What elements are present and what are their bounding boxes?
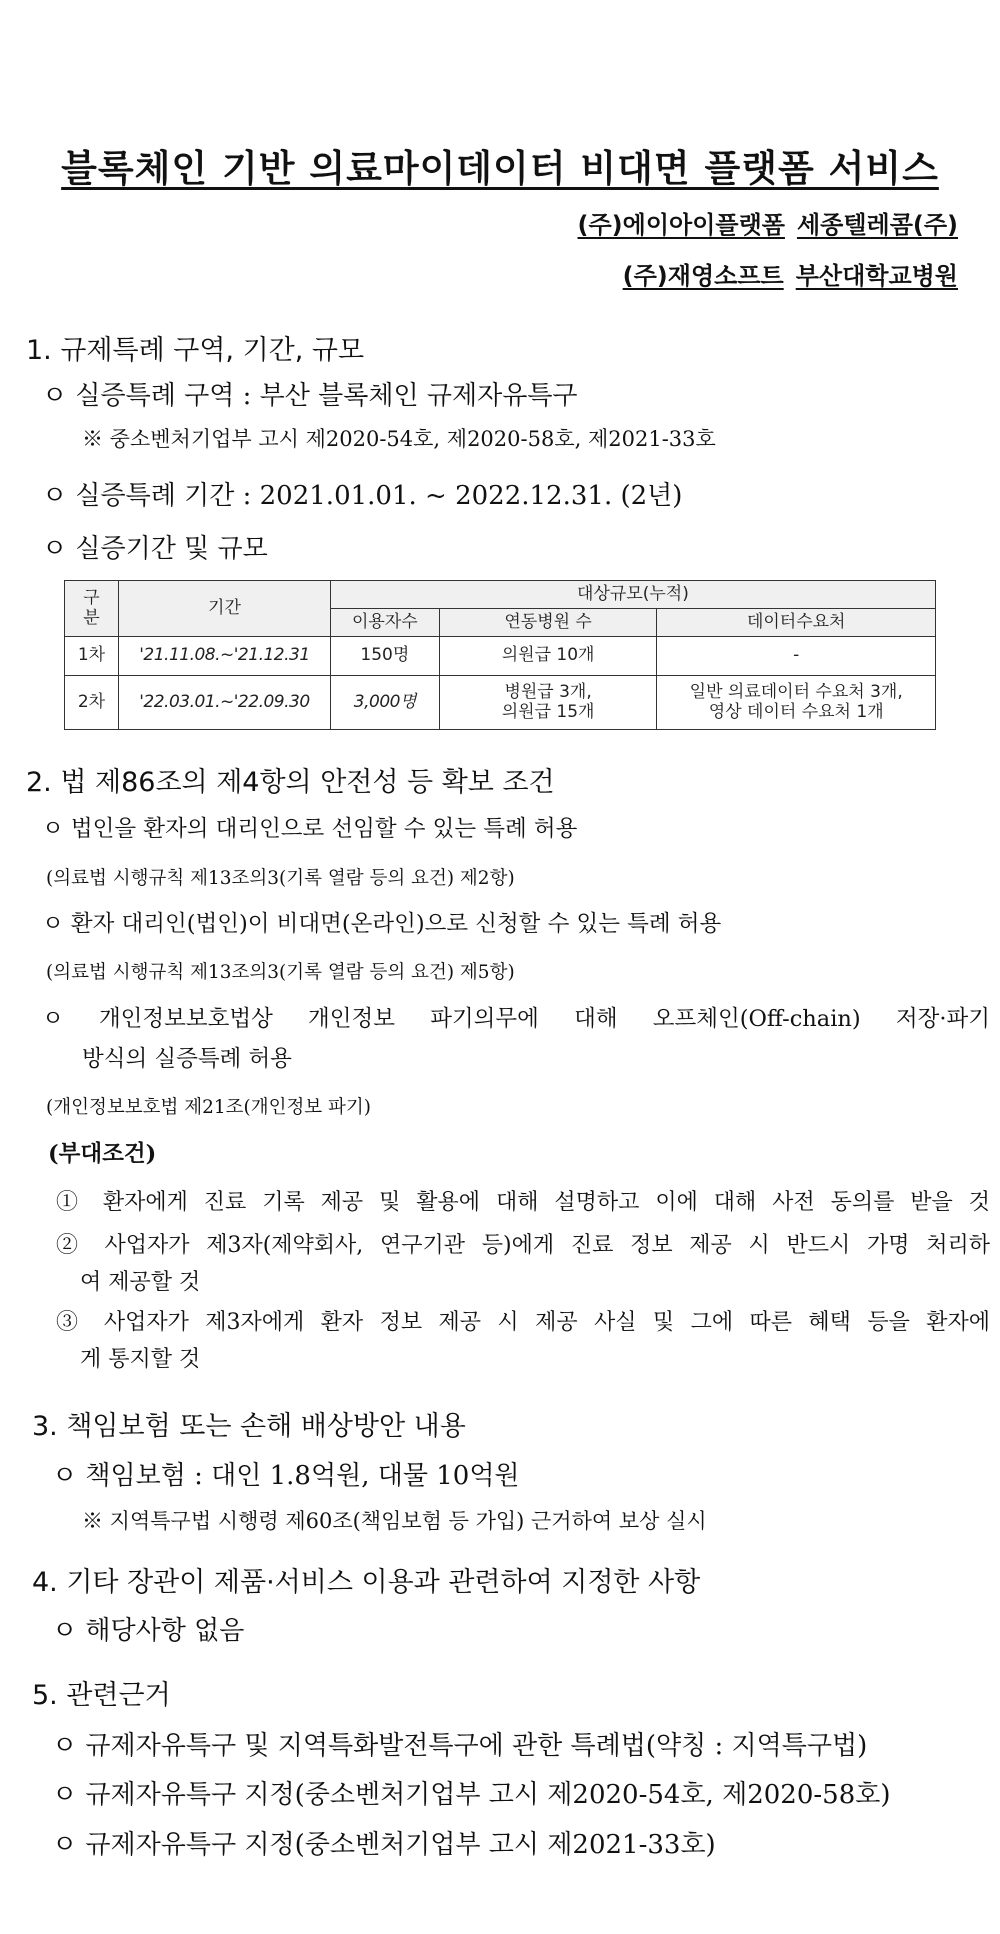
th-period: 기간 — [118, 581, 330, 637]
section-2-heading: 2. 법 제86조의 제4항의 안전성 등 확보 조건 — [26, 767, 555, 798]
s2-ref-2: (의료법 시행규칙 제13조의3(기록 열람 등의 요건) 제5항) — [46, 962, 515, 983]
s2-ref-1: (의료법 시행규칙 제13조의3(기록 열람 등의 요건) 제2항) — [46, 868, 515, 889]
cell-users: 3,000명 — [330, 676, 439, 730]
s3-bullet-1: ㅇ 책임보험 : 대인 1.8억원, 대물 10억원 — [52, 1461, 520, 1491]
s2-bullet-1: ㅇ 법인을 환자의 대리인으로 선임할 수 있는 특례 허용 — [42, 816, 578, 842]
section-3-heading: 3. 책임보험 또는 손해 배상방안 내용 — [32, 1411, 466, 1442]
s1-period: ㅇ 실증특례 기간 : 2021.01.01. ~ 2022.12.31. (2년) — [42, 481, 683, 511]
cell-period: '21.11.08.~'21.12.31 — [118, 637, 330, 676]
cell-users: 150명 — [330, 637, 439, 676]
th-hosp: 연동병원 수 — [439, 609, 657, 637]
cell-data-line-1: 일반 의료데이터 수요처 3개, — [689, 681, 903, 702]
s5-bullet-3: ㅇ 규제자유특구 지정(중소벤처기업부 고시 제2021-33호) — [52, 1830, 716, 1860]
s1-scale: ㅇ 실증기간 및 규모 — [42, 534, 268, 564]
section-5-heading: 5. 관련근거 — [32, 1680, 171, 1711]
s2-cond-title: (부대조건) — [48, 1141, 157, 1167]
org-line-1 — [566, 205, 958, 240]
s4-bullet-1: ㅇ 해당사항 없음 — [52, 1616, 245, 1646]
s2-cond-3-line-2: 게 통지할 것 — [80, 1347, 201, 1372]
s2-cond-1: ① 환자에게 진료 기록 제공 및 활용에 대해 설명하고 이에 대해 사전 동의를 받을 것 — [56, 1190, 990, 1215]
cell-hosp: 의원급 10개 — [439, 637, 657, 676]
th-data: 데이터수요처 — [657, 609, 936, 637]
th-gubun: 구분 — [65, 581, 119, 637]
cell-gubun: 2차 — [65, 676, 119, 730]
s2-bullet-3-line-2: 방식의 실증특례 허용 — [82, 1046, 292, 1072]
s1-zone: ㅇ 실증특례 구역 : 부산 블록체인 규제자유특구 — [42, 381, 578, 411]
org-line-2 — [611, 256, 958, 291]
org-pusan-hospital: 부산대학교병원 — [795, 262, 958, 290]
cell-gubun: 1차 — [65, 637, 119, 676]
scale-table — [64, 580, 936, 730]
th-scale: 대상규모(누적) — [330, 581, 935, 609]
org-sejong-telecom: 세종텔레콤(주) — [796, 211, 958, 239]
cell-data-line-2: 영상 데이터 수요처 1개 — [708, 701, 884, 722]
s3-note: ※ 지역특구법 시행령 제60조(책임보험 등 가입) 근거하여 보상 실시 — [82, 1509, 707, 1533]
s2-cond-2-line-2: 여 제공할 것 — [80, 1270, 201, 1295]
s5-bullet-2: ㅇ 규제자유특구 지정(중소벤처기업부 고시 제2020-54호, 제2020-58호) — [52, 1780, 891, 1810]
org-jaeyoung-soft: (주)재영소프트 — [622, 262, 784, 290]
s2-ref-3: (개인정보보호법 제21조(개인정보 파기) — [46, 1097, 372, 1118]
section-4-heading: 4. 기타 장관이 제품·서비스 이용과 관련하여 지정한 사항 — [32, 1567, 701, 1598]
cell-hosp — [439, 676, 657, 730]
s2-cond-2-line-1: ② 사업자가 제3자(제약회사, 연구기관 등)에게 진료 정보 제공 시 반드시 가명 처리하 — [56, 1233, 990, 1258]
cell-data — [657, 676, 936, 730]
table-row — [65, 676, 936, 730]
org-ai-platform: (주)에이아이플랫폼 — [577, 211, 785, 239]
s5-bullet-1: ㅇ 규제자유특구 및 지역특화발전특구에 관한 특례법(약칭 : 지역특구법) — [52, 1731, 868, 1761]
cell-hosp-line-1: 병원급 3개, — [504, 681, 592, 702]
section-1-heading: 1. 규제특례 구역, 기간, 규모 — [26, 335, 365, 366]
document-title: 블록체인 기반 의료마이데이터 비대면 플랫폼 서비스 — [61, 147, 939, 190]
th-users: 이용자수 — [330, 609, 439, 637]
cell-data: - — [657, 637, 936, 676]
s2-bullet-3-line-1: ㅇ 개인정보보호법상 개인정보 파기의무에 대해 오프체인(Off-chain) 저장·파기 — [42, 1006, 990, 1032]
s2-bullet-2: ㅇ 환자 대리인(법인)이 비대면(온라인)으로 신청할 수 있는 특례 허용 — [42, 911, 722, 937]
cell-period: '22.03.01.~'22.09.30 — [118, 676, 330, 730]
s1-zone-note: ※ 중소벤처기업부 고시 제2020-54호, 제2020-58호, 제2021-33호 — [82, 427, 716, 451]
cell-hosp-line-2: 의원급 15개 — [501, 701, 595, 722]
table-row — [65, 637, 936, 676]
s2-cond-3-line-1: ③ 사업자가 제3자에게 환자 정보 제공 시 제공 사실 및 그에 따른 혜택 등을 환자에 — [56, 1310, 990, 1335]
